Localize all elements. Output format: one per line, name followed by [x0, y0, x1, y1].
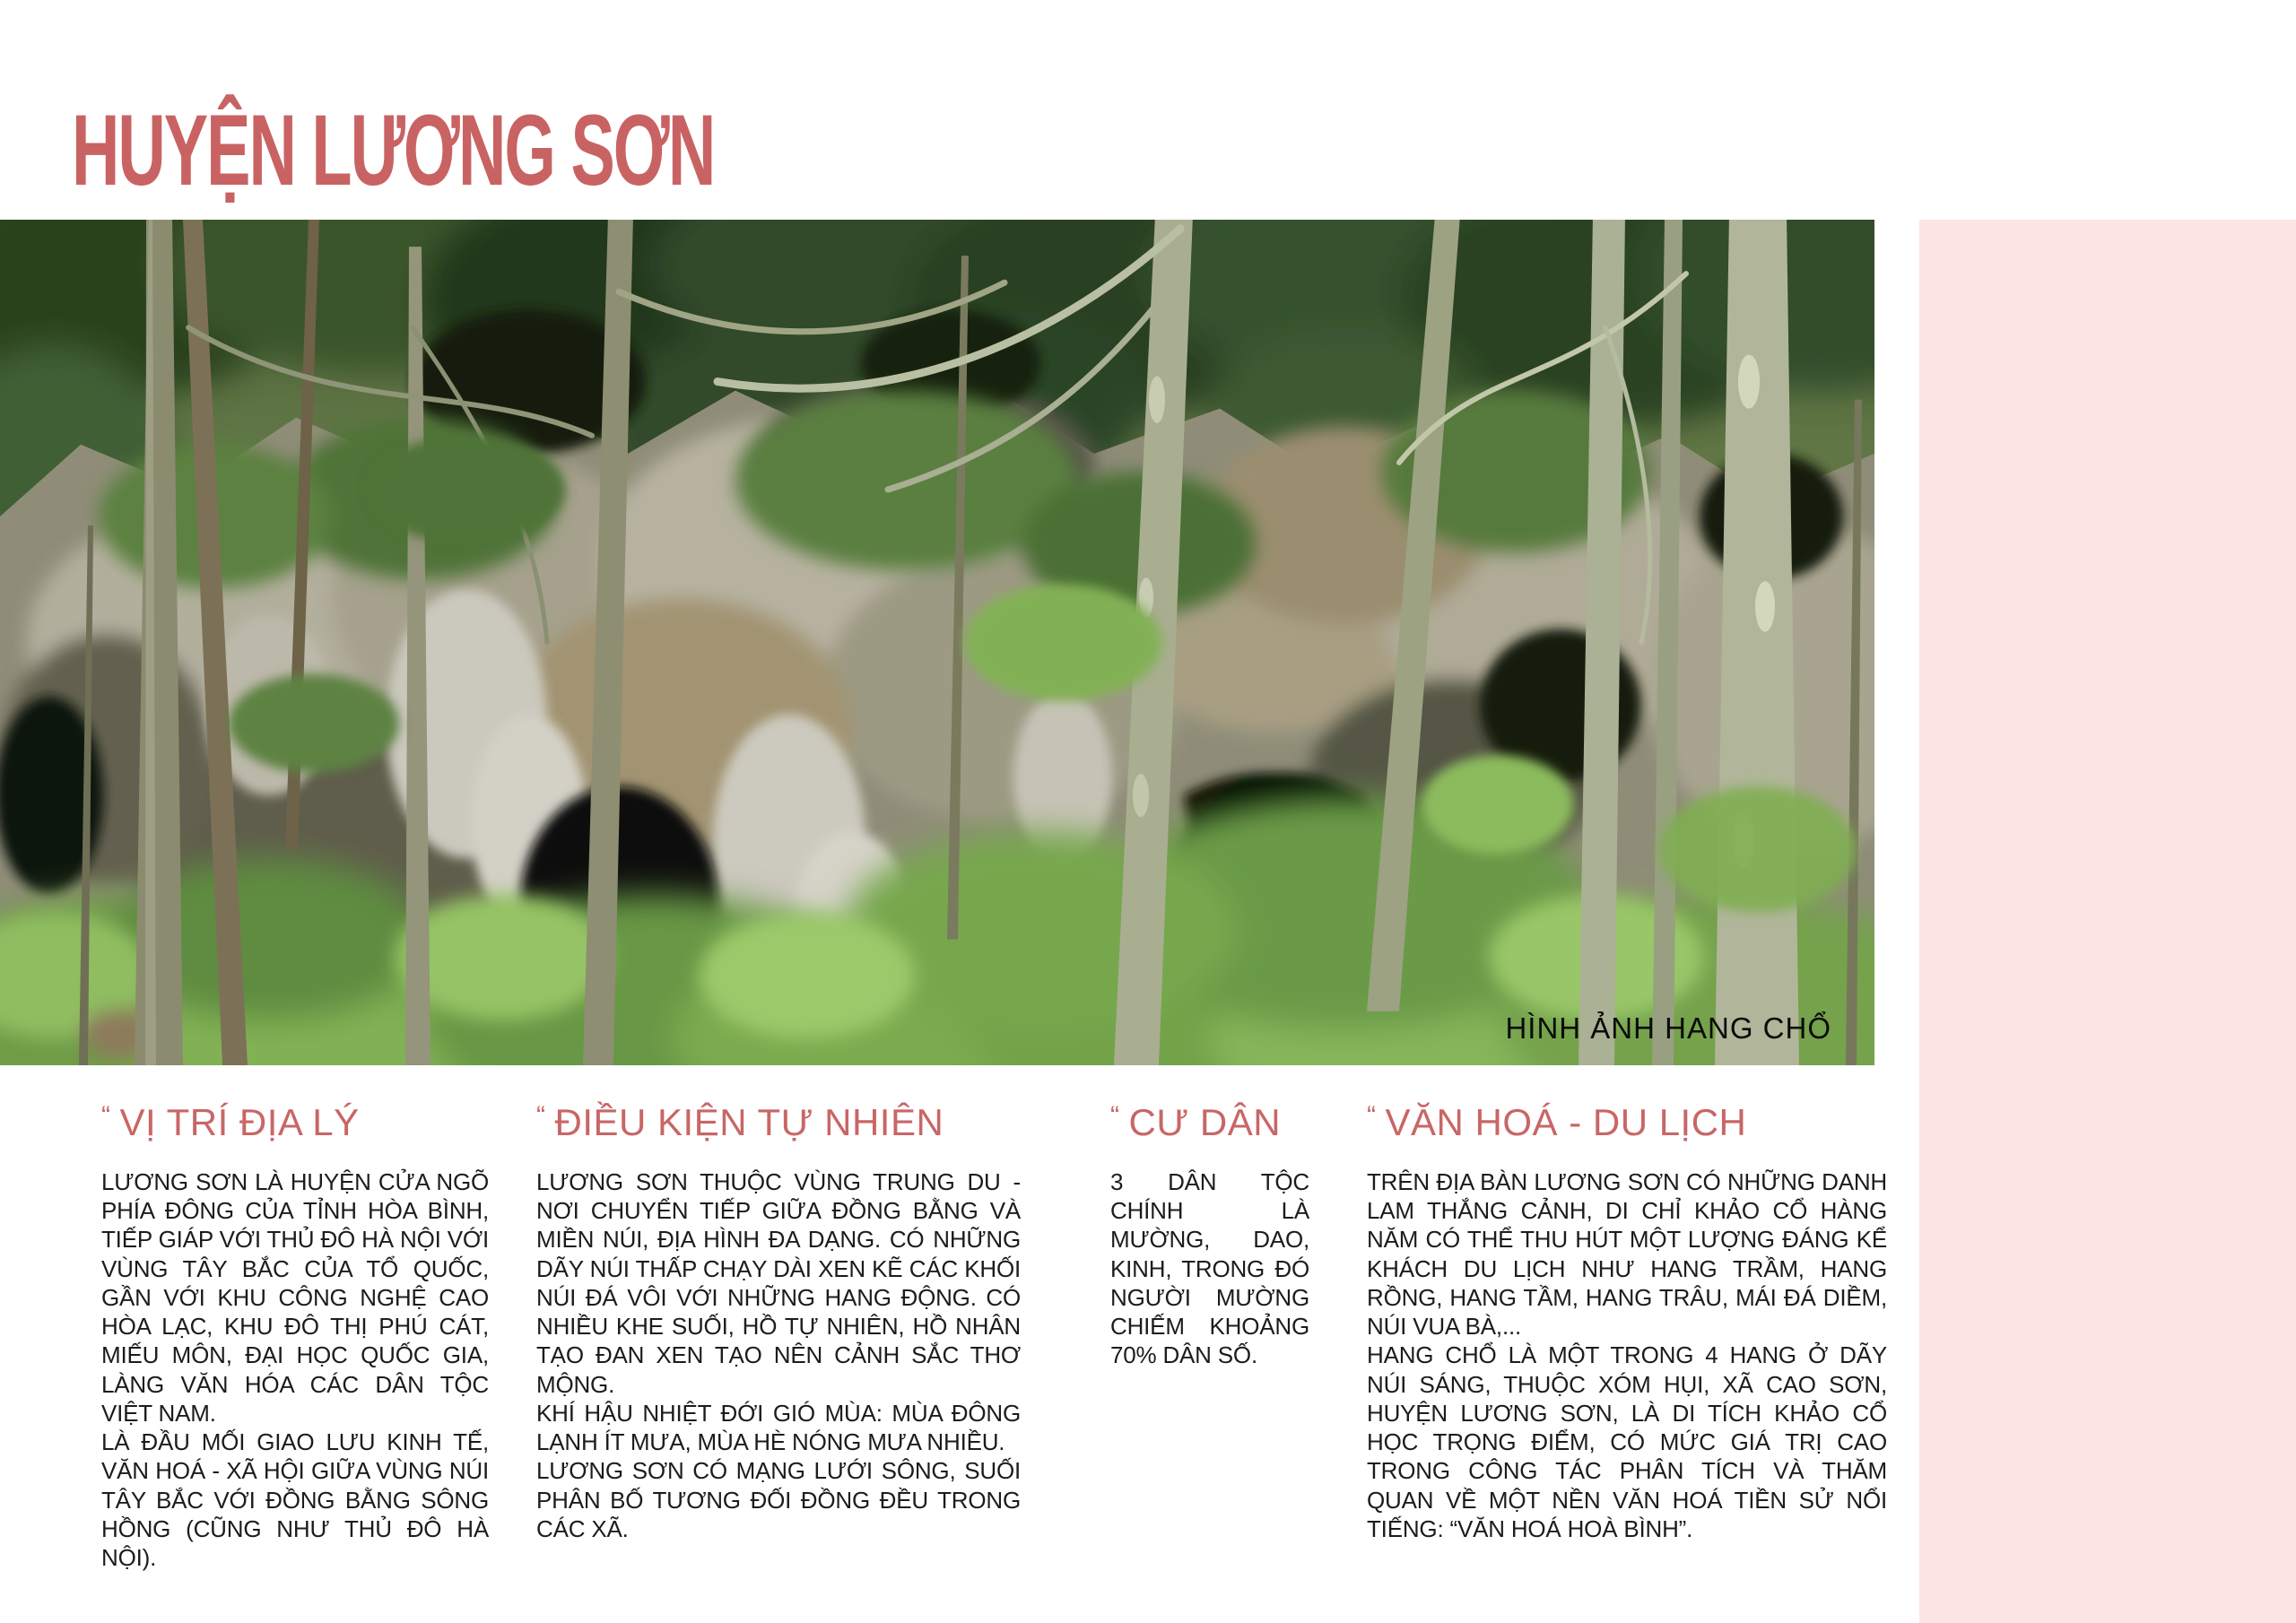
section-nature-paragraph-3: LƯƠNG SƠN CÓ MẠNG LƯỚI SÔNG, SUỐI PHÂN BỐ TƯƠNG ĐỐI ĐỒNG ĐỀU TRONG CÁC XÃ.	[536, 1457, 1021, 1542]
section-residents-heading-label: CƯ DÂN	[1128, 1101, 1282, 1143]
cave-photo	[0, 220, 1874, 1065]
section-nature	[536, 1101, 1021, 1543]
photo-caption: HÌNH ẢNH HANG CHỔ	[1505, 1011, 1831, 1045]
quote-mark: “	[536, 1101, 546, 1131]
page-title: HUYỆN LƯƠNG SƠN	[72, 94, 715, 206]
section-nature-heading	[536, 1101, 1021, 1144]
section-nature-paragraph-2: KHÍ HẬU NHIỆT ĐỚI GIÓ MÙA: MÙA ĐÔNG LẠNH ÍT MƯA, MÙA HÈ NÓNG MƯA NHIỀU.	[536, 1399, 1021, 1456]
section-culture-tourism-heading	[1367, 1101, 1887, 1144]
quote-mark: “	[1367, 1101, 1377, 1131]
section-residents-heading	[1110, 1101, 1309, 1144]
quote-mark: “	[1110, 1101, 1120, 1131]
section-location-heading-label: VỊ TRÍ ĐỊA LÝ	[119, 1101, 360, 1143]
section-residents-paragraph-1: 3 DÂN TỘC CHÍNH LÀ MƯỜNG, DAO, KINH, TRONG ĐÓ NGƯỜI MƯỜNG CHIẾM KHOẢNG 70% DÂN SỐ.	[1110, 1168, 1309, 1369]
section-culture-tourism-paragraph-1: TRÊN ĐỊA BÀN LƯƠNG SƠN CÓ NHỮNG DANH LAM THẮNG CẢNH, DI CHỈ KHẢO CỔ HÀNG NĂM CÓ THỂ THU HÚT MỘT LƯỢNG ĐÁNG KỂ KHÁCH DU LỊCH NHƯ HANG TRẦM, HANG RỒNG, HANG TẦM, HANG TRÂU, MÁI ĐÁ DIỀM, NÚI VUA BÀ,...	[1367, 1168, 1887, 1341]
section-location-heading	[101, 1101, 489, 1144]
section-residents	[1110, 1101, 1309, 1370]
section-location-paragraph-2: LÀ ĐẦU MỐI GIAO LƯU KINH TẾ, VĂN HOÁ - XÃ HỘI GIỮA VÙNG NÚI TÂY BẮC VỚI ĐỒNG BẰNG SÔNG HỒNG (CŨNG NHƯ THỦ ĐÔ HÀ NỘI).	[101, 1428, 489, 1572]
pink-side-panel	[1919, 220, 2296, 1623]
section-location	[101, 1101, 489, 1572]
cave-photo-illustration	[0, 220, 1874, 1065]
section-location-paragraph-1: LƯƠNG SƠN LÀ HUYỆN CỬA NGÕ PHÍA ĐÔNG CỦA TỈNH HÒA BÌNH, TIẾP GIÁP VỚI THỦ ĐÔ HÀ NỘI VỚI VÙNG TÂY BẮC CỦA TỔ QUỐC, GẦN VỚI KHU CÔNG NGHỆ CAO HÒA LẠC, KHU ĐÔ THỊ PHÚ CÁT, MIẾU MÔN, ĐẠI HỌC QUỐC GIA, LÀNG VĂN HÓA CÁC DÂN TỘC VIỆT NAM.	[101, 1168, 489, 1427]
section-culture-tourism	[1367, 1101, 1887, 1543]
section-nature-heading-label: ĐIỀU KIỆN TỰ NHIÊN	[554, 1101, 944, 1143]
quote-mark: “	[101, 1101, 111, 1131]
section-culture-tourism-paragraph-2: HANG CHỔ LÀ MỘT TRONG 4 HANG Ở DÃY NÚI SÁNG, THUỘC XÓM HỤI, XÃ CAO SƠN, HUYỆN LƯƠNG SƠN, LÀ DI TÍCH KHẢO CỔ HỌC TRỌNG ĐIỂM, CÓ MỨC GIÁ TRỊ CAO TRONG CÔNG TÁC PHÂN TÍCH VÀ THĂM QUAN VỀ MỘT NỀN VĂN HOÁ TIỀN SỬ NỔI TIẾNG: “VĂN HOÁ HOÀ BÌNH”.	[1367, 1341, 1887, 1542]
section-culture-tourism-heading-label: VĂN HOÁ - DU LỊCH	[1385, 1101, 1747, 1143]
section-nature-paragraph-1: LƯƠNG SƠN THUỘC VÙNG TRUNG DU - NƠI CHUYỂN TIẾP GIỮA ĐỒNG BẰNG VÀ MIỀN NÚI, ĐỊA HÌNH ĐA DẠNG. CÓ NHỮNG DÃY NÚI THẤP CHẠY DÀI XEN KẼ CÁC KHỐI NÚI ĐÁ VÔI VỚI NHỮNG HANG ĐỘNG. CÓ NHIỀU KHE SUỐI, HỒ TỰ NHIÊN, HỒ NHÂN TẠO ĐAN XEN TẠO NÊN CẢNH SẮC THƠ MỘNG.	[536, 1168, 1021, 1398]
